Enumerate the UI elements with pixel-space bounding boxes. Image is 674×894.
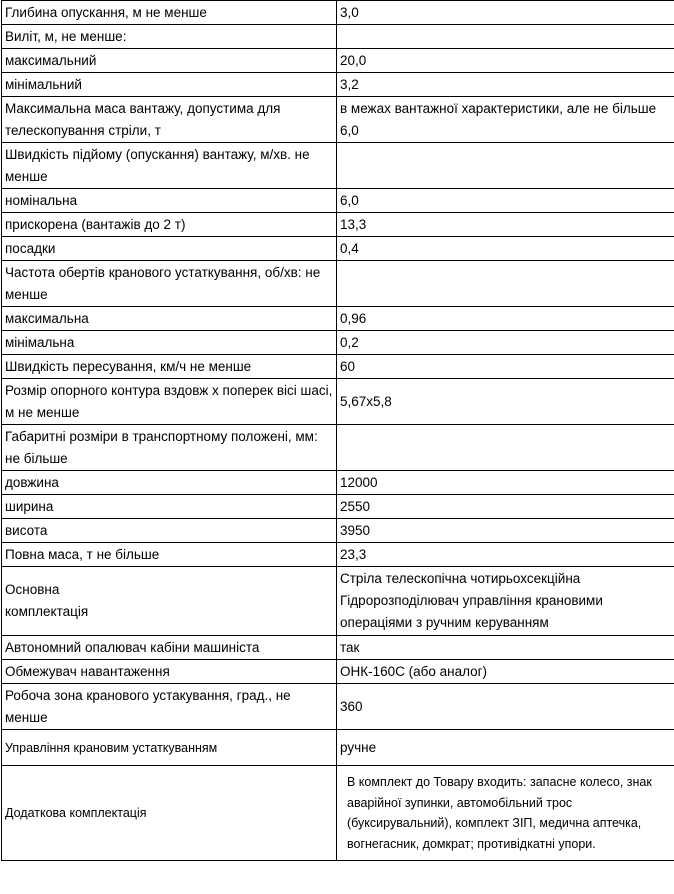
table-row [2,636,674,660]
row-label: Автономний опалювач кабіни машиніста [2,636,337,660]
row-value [337,143,674,189]
table-row [2,307,674,331]
table-row [2,49,674,73]
row-value [337,25,674,49]
row-label: Робоча зона кранового устакування, град., не менше [2,684,337,730]
row-value: 3,0 [337,1,674,25]
table-row [2,73,674,97]
row-label: Глибина опускання, м не менше [2,1,337,25]
table-row [2,143,674,189]
row-value: 23,3 [337,543,674,567]
table-row [2,495,674,519]
table-row [2,189,674,213]
table-row [2,355,674,379]
row-label: мінімальний [2,73,337,97]
table-row [2,379,674,425]
row-value: 3,2 [337,73,674,97]
row-value: так [337,636,674,660]
row-label: Габаритні розміри в транспортному положені, мм: не більше [2,425,337,471]
spec-table [1,0,674,861]
row-label: Повна маса, т не більше [2,543,337,567]
row-label: Обмежувач навантаження [2,660,337,684]
row-value: 0,96 [337,307,674,331]
row-label: Швидкість пересування, км/ч не менше [2,355,337,379]
table-row [2,237,674,261]
table-row [2,684,674,730]
table-row [2,425,674,471]
row-label [2,567,337,636]
row-label: максимальний [2,49,337,73]
table-row [2,97,674,143]
row-value: 12000 [337,471,674,495]
row-value: ОНК-160С (або аналог) [337,660,674,684]
table-row [2,660,674,684]
row-label: Виліт, м, не менше: [2,25,337,49]
row-label: максимальна [2,307,337,331]
row-value [337,261,674,307]
row-label: Максимальна маса вантажу, допустима для телескопування стріли, т [2,97,337,143]
row-value: 13,3 [337,213,674,237]
row-label: висота [2,519,337,543]
row-value: 3950 [337,519,674,543]
row-label: Управління крановим устаткуванням [2,730,337,766]
table-row [2,471,674,495]
row-label: Частота обертів кранового устаткування, об/хв: не менше [2,261,337,307]
row-value: 0,2 [337,331,674,355]
row-label: номінальна [2,189,337,213]
table-row [2,25,674,49]
row-label: прискорена (вантажів до 2 т) [2,213,337,237]
row-label: Додаткова комплектація [2,766,337,861]
table-row [2,567,674,636]
row-value: 6,0 [337,189,674,213]
row-value: 5,67х5,8 [337,379,674,425]
table-row [2,1,674,25]
row-label-text: Основна комплектація [5,582,89,619]
row-value: ручне [337,730,674,766]
table-row [2,519,674,543]
row-label: ширина [2,495,337,519]
row-value: 60 [337,355,674,379]
table-row [2,766,674,861]
table-row [2,261,674,307]
row-value: Стріла телескопічна чотирьохсекційна Гідророзподілювач управління крановими операціями з ручним керуванням [337,567,674,636]
table-row [2,331,674,355]
table-row [2,543,674,567]
row-label: довжина [2,471,337,495]
row-label: Швидкість підйому (опускання) вантажу, м/хв. не менше [2,143,337,189]
row-value [337,425,674,471]
row-value: 20,0 [337,49,674,73]
row-value: в межах вантажної характеристики, але не більше 6,0 [337,97,674,143]
row-value: В комплект до Товару входить: запасне колесо, знак аварійної зупинки, автомобільний трос (буксирувальний), комплект ЗІП, медична аптечка, вогнегасник, домкрат; противідкатні упори. [337,766,674,861]
row-label: мінімальна [2,331,337,355]
row-label: посадки [2,237,337,261]
row-value: 2550 [337,495,674,519]
table-row [2,730,674,766]
table-row [2,213,674,237]
row-label: Розмір опорного контура вздовж х поперек вісі шасі, м не менше [2,379,337,425]
row-value: 360 [337,684,674,730]
row-value: 0,4 [337,237,674,261]
